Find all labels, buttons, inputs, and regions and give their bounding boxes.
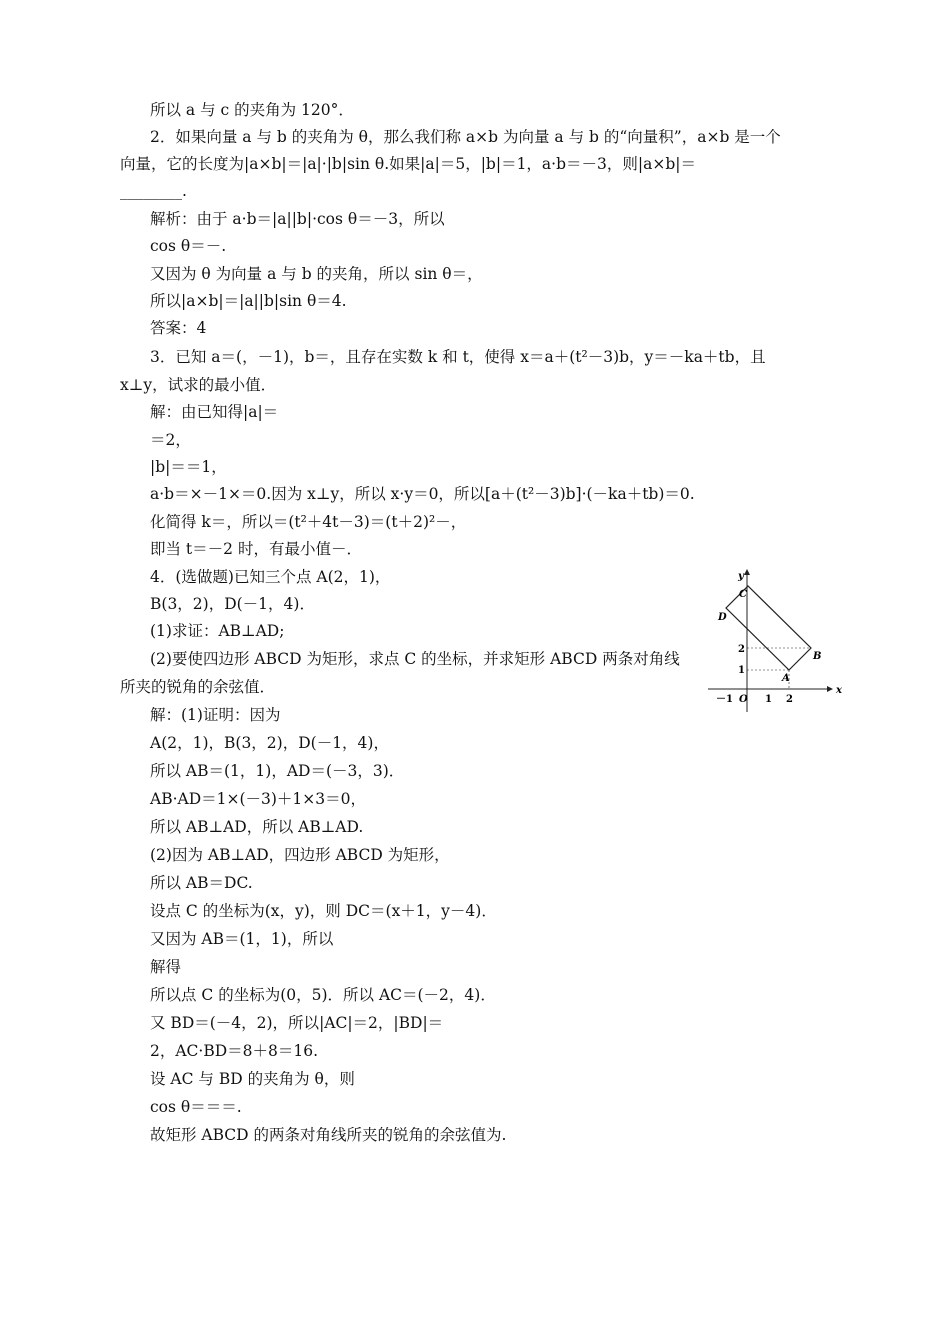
text-line: 故矩形 ABCD 的两条对角线所夹的锐角的余弦值为. [150, 1126, 507, 1144]
text-line: A(2，1)，B(3，2)，D(－1，4)， [150, 734, 389, 752]
tick-label: －1 [716, 694, 733, 705]
text-line: 解：(1)证明：因为 [150, 706, 281, 724]
text-line: (2)要使四边形 ABCD 为矩形，求点 C 的坐标，并求矩形 ABCD 两条对角线 [150, 650, 680, 668]
text-line: ＝2， [150, 431, 191, 449]
text-line: 2，AC·BD＝8＋8＝16. [150, 1042, 319, 1060]
text-line: cos θ＝－. [150, 237, 227, 255]
y-axis-label: y [738, 571, 744, 582]
text-line: x⊥y，试求的最小值． [120, 376, 277, 394]
tick-label: 2 [738, 644, 745, 655]
tick-label: 1 [738, 665, 745, 676]
text-line: 设点 C 的坐标为(x，y)，则 DC＝(x＋1，y－4)． [150, 902, 497, 920]
x-axis-label: x [836, 685, 842, 696]
text-line: 解析：由于 a·b＝|a||b|·cos θ＝－3，所以 [150, 210, 445, 228]
text-line: 解得 [150, 958, 182, 976]
text-line: 3．已知 a＝(，－1)，b＝，且存在实数 k 和 t，使得 x＝a＋(t²－3)b，y＝－ka＋tb，且 [150, 348, 766, 366]
text-line: (1)求证：AB⊥AD; [150, 622, 285, 640]
text-line: 答案：4 [150, 319, 207, 337]
text-line: 所以点 C 的坐标为(0，5)．所以 AC＝(－2，4)． [150, 986, 496, 1004]
tick-label: 2 [786, 694, 793, 705]
text-line: 所以 a 与 c 的夹角为 120°． [150, 101, 354, 119]
text-line: 2．如果向量 a 与 b 的夹角为 θ，那么我们称 a×b 为向量 a 与 b 的“向量积”，a×b 是一个 [150, 128, 781, 146]
point-c-label: C [739, 589, 747, 600]
text-line: a·b＝×－1×＝0.因为 x⊥y，所以 x·y＝0，所以[a＋(t²－3)b]·(－ka＋tb)＝0. [150, 485, 695, 503]
point-d-label: D [718, 612, 727, 623]
text-line: |b|＝＝1， [150, 458, 227, 476]
text-line: 所夹的锐角的余弦值． [120, 678, 276, 696]
origin-label: O [739, 694, 748, 705]
point-a-label: A [782, 673, 790, 684]
text-line: cos θ＝＝＝. [150, 1098, 242, 1116]
text-line: 又 BD＝(－4，2)，所以|AC|＝2，|BD|＝ [150, 1014, 444, 1032]
text-line: 解：由已知得|a|＝ [150, 403, 279, 421]
text-line: 向量，它的长度为|a×b|＝|a|·|b|sin θ.如果|a|＝5，|b|＝1，a·b＝－3，则|a×b|＝ [120, 155, 696, 173]
tick-label: 1 [765, 694, 772, 705]
text-line: 即当 t＝－2 时，有最小值－． [150, 540, 362, 558]
text-line: 又因为 AB＝(1，1)，所以 [150, 930, 334, 948]
text-line: 所以 AB＝(1，1)，AD＝(－3，3)． [150, 762, 405, 780]
text-line: ________. [120, 182, 187, 200]
text-line: 又因为 θ 为向量 a 与 b 的夹角，所以 sin θ＝， [150, 265, 483, 283]
text-line: AB·AD＝1×(－3)＋1×3＝0， [150, 790, 367, 808]
text-line: 设 AC 与 BD 的夹角为 θ，则 [150, 1070, 355, 1088]
point-b-label: B [813, 651, 822, 662]
text-line: 化简得 k＝，所以＝(t²＋4t－3)＝(t＋2)²－， [150, 513, 467, 531]
text-line: 所以 AB＝DC. [150, 874, 253, 892]
rectangle-figure [706, 564, 840, 714]
text-line: (2)因为 AB⊥AD，四边形 ABCD 为矩形， [150, 846, 450, 864]
text-line: B(3，2)，D(－1，4)． [150, 595, 315, 613]
text-line: 所以 AB⊥AD，所以 AB⊥AD. [150, 818, 364, 836]
text-line: 所以|a×b|＝|a||b|sin θ＝4. [150, 292, 347, 310]
text-line: 4．(选做题)已知三个点 A(2，1)， [150, 568, 391, 586]
